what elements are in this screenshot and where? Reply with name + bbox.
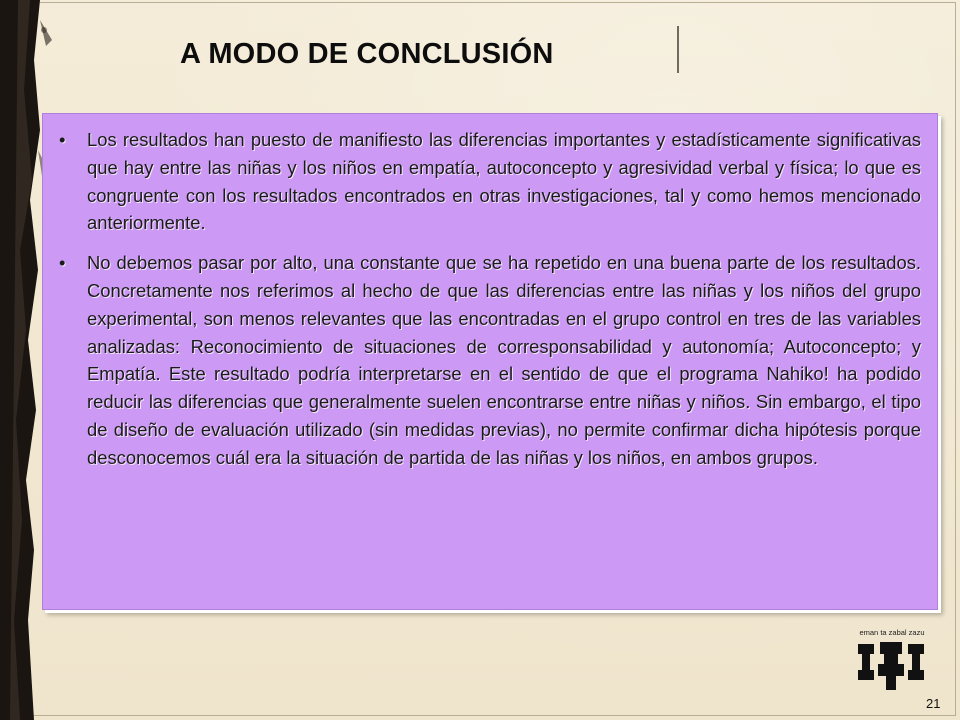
- university-logo: [852, 628, 932, 696]
- page-number: 21: [926, 696, 941, 711]
- slide-title: A MODO DE CONCLUSIÓN: [180, 38, 554, 70]
- title-divider: [677, 26, 679, 73]
- content-box: [42, 113, 938, 610]
- bullet-marker: •: [59, 129, 66, 150]
- bullet-text: Los resultados han puesto de manifiesto las diferencias importantes y estadísticamente significativas que hay entre las niñas y los niños en empatía, autoconcepto y agresividad verbal y física; lo que es congruente con los resultados encontrados en otras investigaciones, tal y como hemos mencionado anteriormente.: [87, 129, 921, 234]
- bullet-text: No debemos pasar por alto, una constante que se ha repetido en una buena parte de los resultados. Concretamente nos referimos al hecho de que las diferencias entre las niñas y los niños del grupo experimental, son menos relevantes que las encontradas en el grupo control en tres de las variables analizadas: Reconocimiento de situaciones de corresponsabilidad y autonomía; Autoconcepto; y Empatía. Este resultado podría interpretarse en el sentido de que el programa Nahiko! ha podido reducir las diferencias que generalmente suelen encontrarse entre niñas y niños. Sin embargo, el tipo de diseño de evaluación utilizado (sin medidas previas), no permite confirmar dicha hipótesis porque desconocemos cuál era la situación de partida de las niñas y los niños, en ambos grupos.: [87, 252, 921, 468]
- bullet-item: [59, 126, 921, 237]
- university-logo-icon: [856, 640, 928, 692]
- bullet-marker: •: [59, 252, 66, 274]
- bullet-item: [59, 249, 921, 471]
- bullet-list: [59, 126, 921, 472]
- logo-motto: eman ta zabal zazu: [859, 628, 925, 637]
